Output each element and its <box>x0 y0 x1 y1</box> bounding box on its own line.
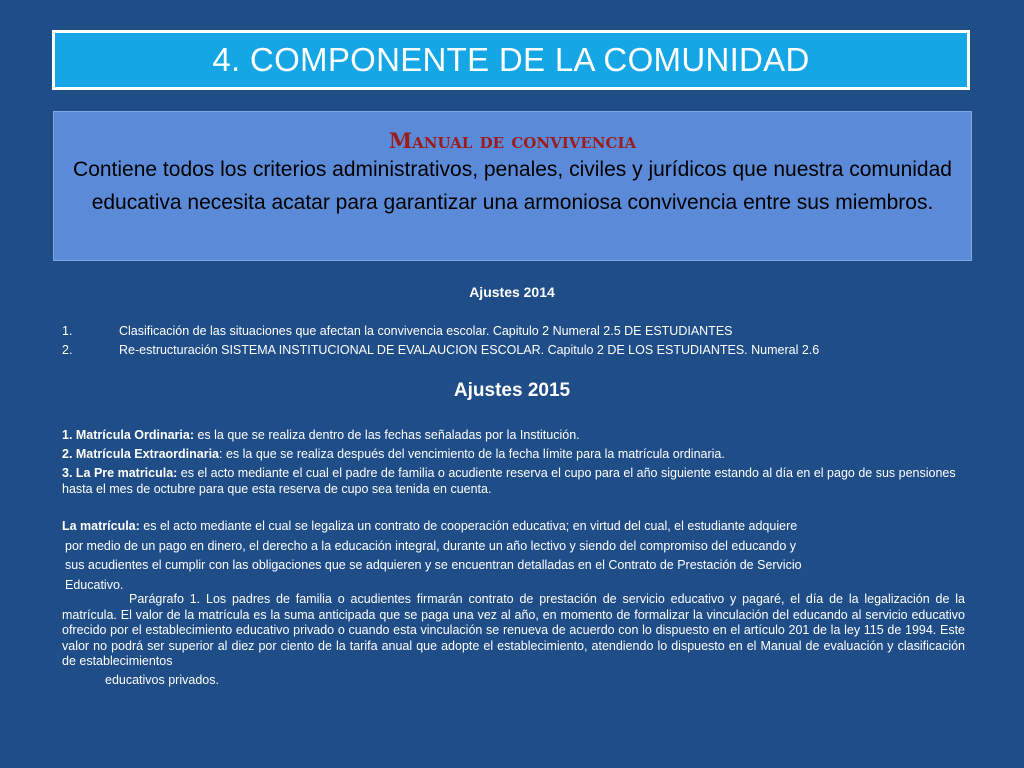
ajustes-2015-heading: Ajustes 2015 <box>453 380 571 401</box>
definition-text: es la que se realiza dentro de las fechas señaladas por la Institución. <box>193 428 580 442</box>
list-item-text: Clasificación de las situaciones que afectan la convivencia escolar. Capitulo 2 Numeral 2.5 DE ESTUDIANTES <box>119 324 733 338</box>
matricula-line: sus acudientes el cumplir con las obligaciones que se adquieren y se encuentran detalladas en el Contrato de Prestación de Servicio <box>65 558 802 572</box>
definition-text: : es la que se realiza después del vencimiento de la fecha límite para la matrícula ordinaria. <box>219 447 725 461</box>
definition-term: 1. Matrícula Ordinaria: <box>62 428 194 442</box>
matricula-line <box>62 517 965 537</box>
paragrafo-last-line: educativos privados. <box>105 672 219 687</box>
list-item <box>62 341 962 360</box>
definitions-list <box>62 427 965 500</box>
manual-box <box>53 111 972 261</box>
ajustes-2014-list <box>62 322 962 360</box>
definition-term: 3. La Pre matricula: <box>62 466 178 480</box>
list-item-number: 2. <box>62 343 73 357</box>
list-item-number: 1. <box>62 324 73 338</box>
paragrafo-text: Parágrafo 1. Los padres de familia o acudientes firmarán contrato de prestación de servicio educativo y pagaré, el día de la legalización de la matrícula. El valor de la matrícula es la suma anticipada que se paga una vez al año, en momento de formalizar la vinculación del educando al servicio educativo ofrecido por el establecimiento educativo privado o cuando esta vinculación se renueva de acuerdo con lo dispuesto en el artículo 201 de la ley 115 de 1994. Este valor no podrá ser superior al diez por ciento de la tarifa anual que adopte el establecimiento, atendiendo lo dispuesto en el Manual de evaluación y clasificación de establecimientos <box>62 592 965 668</box>
manual-heading: Manual de convivencia <box>388 128 637 153</box>
definition-text: es el acto mediante el cual el padre de familia o acudiente reserva el cupo para el año siguiente estando al día en el pago de sus pensiones hasta el mes de octubre para que esta reserva de cupo sea tenida en cuenta. <box>62 466 956 496</box>
matricula-text: es el acto mediante el cual se legaliza un contrato de cooperación educativa; en virtud del cual, el estudiante adquiere <box>139 519 798 533</box>
definition-term: 2. Matrícula Extraordinaria <box>62 447 220 461</box>
matricula-term: La matrícula: <box>62 519 140 533</box>
definition-item <box>62 465 965 497</box>
matricula-line: por medio de un pago en dinero, el derecho a la educación integral, durante un año lectivo y siendo del compromiso del educando y <box>65 538 797 553</box>
ajustes-2014-heading: Ajustes 2014 <box>469 284 555 300</box>
title-banner <box>52 30 970 90</box>
list-item-text: Re-estructuración SISTEMA INSTITUCIONAL DE EVALAUCION ESCOLAR. Capitulo 2 DE LOS ESTUDIANTES. Numeral 2.6 <box>119 343 820 357</box>
paragrafo <box>62 592 965 688</box>
manual-description: Contiene todos los criterios administrativos, penales, civiles y jurídicos que nuestra comunidad educativa necesita acatar para garantizar una armoniosa convivencia entre sus miembros. <box>73 158 952 214</box>
matricula-definition <box>62 517 965 595</box>
definition-item <box>62 427 965 443</box>
definition-item <box>62 446 965 462</box>
slide-title: 4. COMPONENTE DE LA COMUNIDAD <box>212 41 810 78</box>
matricula-line: Educativo. <box>65 577 124 592</box>
list-item <box>62 322 962 341</box>
